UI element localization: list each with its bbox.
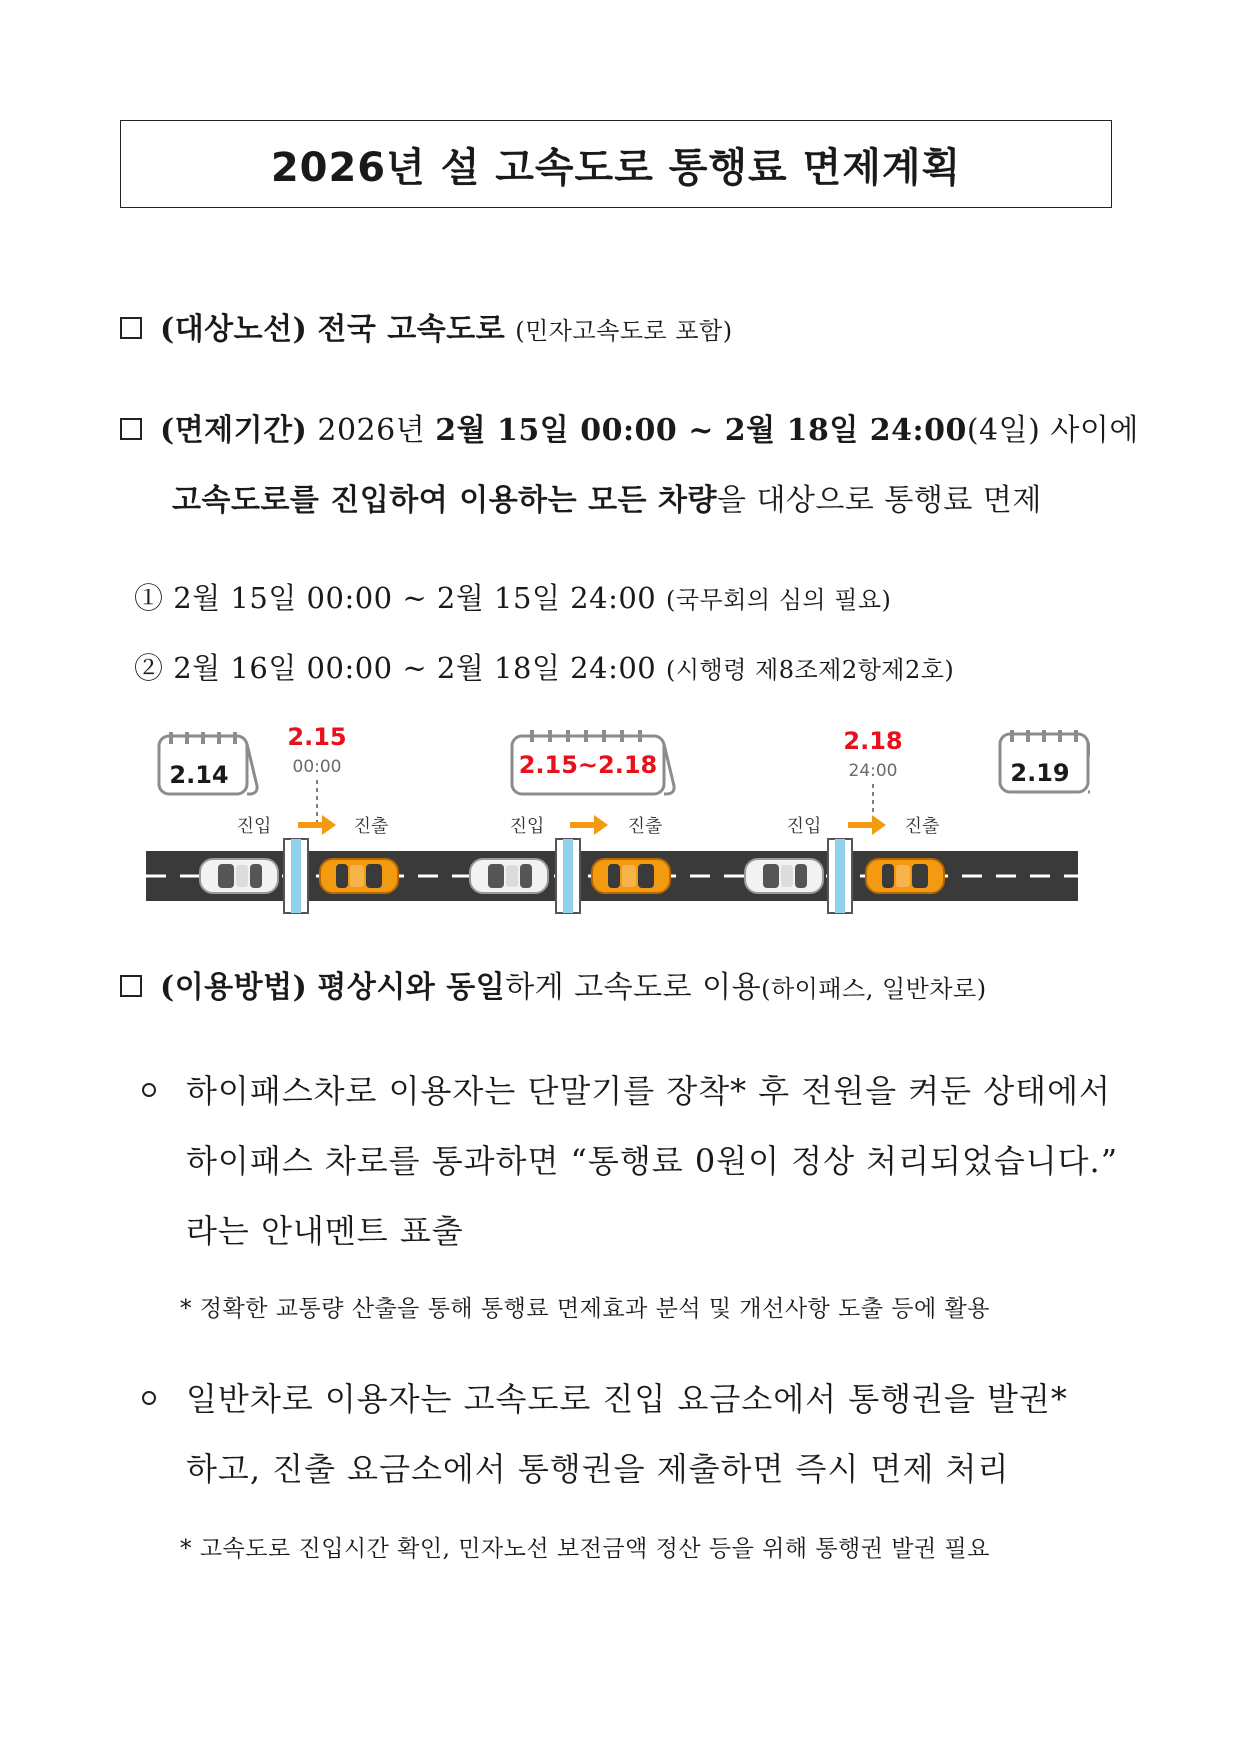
time-value: 00:00 [292,757,342,777]
period-range: 2월 15일 00:00 ~ 2월 18일 24:00 [435,413,967,448]
calendar-icon [512,730,674,794]
checkbox-mark [120,317,142,339]
section-period [120,405,1139,449]
period-days: (4일) 사이에 [966,413,1139,448]
title-box [120,120,1112,208]
item-note: (국무회의 심의 필요) [665,586,892,614]
period-line2-rest: 을 대상으로 통행료 면제 [716,483,1042,518]
item-mark: ② [134,651,164,685]
period-year: 2026년 [317,413,426,448]
usage-bold: 평상시와 동일 [317,970,506,1005]
bullet-line: 하이패스 차로를 통과하면 “통행료 0원이 정상 처리되었습니다.” [186,1142,1119,1180]
arrow-icon [570,815,608,835]
checkbox-mark [120,975,142,997]
item-mark: ① [134,581,164,615]
exit-label: 진출 [353,816,389,837]
entry-label: 진입 [236,816,272,837]
exit-label: 진출 [627,816,663,837]
period-line2-bold: 고속도로를 진입하여 이용하는 모든 차량 [172,483,717,518]
bullet-icon [142,1083,156,1097]
footnote: * 정확한 교통량 산출을 통해 통행료 면제효과 분석 및 개선사항 도출 등에 활용 [180,1296,990,1322]
entry-label: 진입 [786,816,822,837]
section-target [120,304,733,348]
toll-timeline-diagram [140,718,1090,928]
calendar-date: 2.19 [1010,759,1070,787]
bullet-line: 일반차로 이용자는 고속도로 진입 요금소에서 통행권을 발권* [186,1380,1068,1418]
bullet-line: 하이패스차로 이용자는 단말기를 장착* 후 전원을 켜둔 상태에서 [186,1072,1111,1110]
arrow-icon [848,815,886,835]
bullet-line: 라는 안내멘트 표출 [186,1212,464,1250]
car-orange-icon [866,859,944,893]
toll-gate [556,839,580,913]
page-title: 2026년 설 고속도로 통행료 면제계획 [270,144,962,191]
usage-paren: (하이패스, 일반차로) [761,975,987,1003]
arrow-icon [298,815,336,835]
calendar-date: 2.14 [169,761,229,789]
target-main: 전국 고속도로 [317,312,506,347]
target-label: (대상노선) [160,312,308,347]
calendar-icon [1000,730,1090,792]
entry-label: 진입 [509,816,545,837]
period-item-1 [134,576,891,617]
car-orange-icon [320,859,398,893]
item-text: 2월 15일 00:00 ~ 2월 15일 24:00 [173,581,657,615]
target-paren: (민자고속도로 포함) [515,317,733,345]
usage-label: (이용방법) [160,970,308,1005]
toll-gate [828,839,852,913]
section-usage [120,962,987,1006]
car-white-icon [745,859,823,893]
bullet-icon [142,1391,156,1405]
time-date: 2.18 [843,727,903,755]
toll-gate [284,839,308,913]
footnote: * 고속도로 진입시간 확인, 민자노선 보전금액 정산 등을 위해 통행권 발권 필요 [180,1536,990,1562]
period-label: (면제기간) [160,413,308,448]
calendar-date: 2.15~2.18 [518,751,658,779]
calendar-icon [159,732,257,794]
car-orange-icon [592,859,670,893]
period-line2 [172,475,1042,519]
bullet-item [142,1066,1111,1112]
bullet-line: 하고, 진출 요금소에서 통행권을 제출하면 즉시 면제 처리 [186,1450,1010,1488]
car-white-icon [200,859,278,893]
time-value: 24:00 [848,761,898,781]
time-date: 2.15 [287,723,347,751]
item-note: (시행령 제8조제2항제2호) [665,656,955,684]
bullet-item [142,1374,1068,1420]
period-item-2 [134,646,954,687]
car-white-icon [470,859,548,893]
usage-rest: 하게 고속도로 이용 [505,970,762,1005]
item-text: 2월 16일 00:00 ~ 2월 18일 24:00 [173,651,657,685]
exit-label: 진출 [904,816,940,837]
checkbox-mark [120,418,142,440]
